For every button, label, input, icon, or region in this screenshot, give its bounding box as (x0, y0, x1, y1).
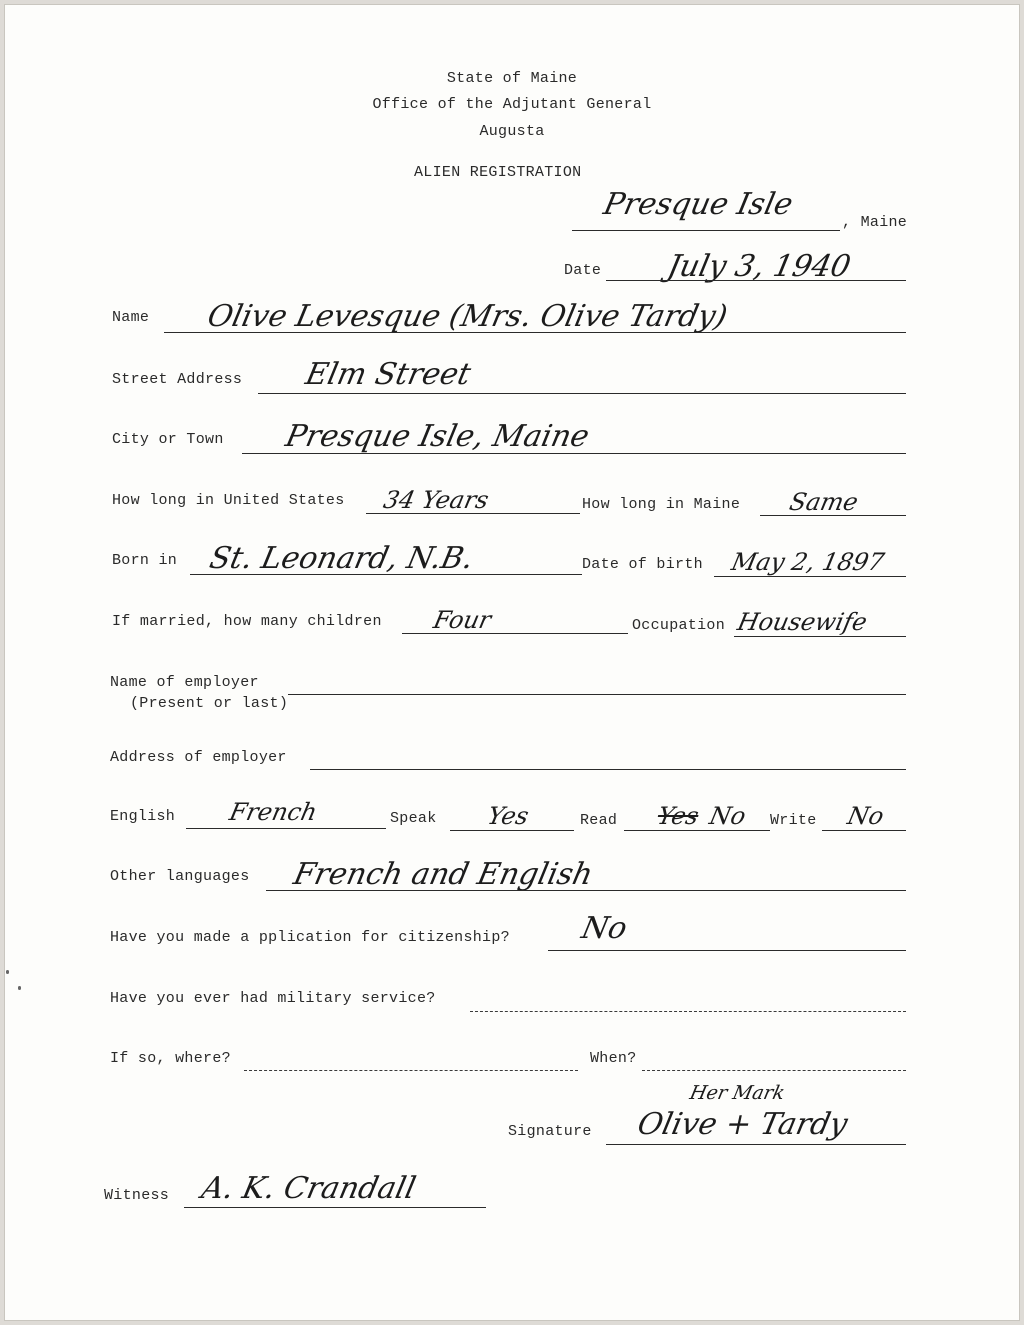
born-value: St. Leonard, N.B. (206, 541, 477, 576)
occupation-value: Housewife (735, 608, 870, 636)
signature-label: Signature (508, 1123, 592, 1140)
born-line (190, 574, 582, 575)
when-label: When? (590, 1050, 637, 1067)
header-state: State of Maine (446, 70, 578, 87)
write-label: Write (770, 812, 817, 829)
name-value: Olive Levesque (Mrs. Olive Tardy) (204, 299, 731, 334)
signature-value: Olive + Tardy (634, 1107, 851, 1142)
english-label: English (110, 808, 176, 825)
employer-address-label: Address of employer (110, 749, 287, 766)
signature-mark-note: Her Mark (687, 1082, 787, 1104)
occupation-line (734, 636, 906, 637)
us-residence-line (366, 513, 580, 514)
witness-value: A. K. Crandall (198, 1171, 419, 1206)
us-residence-label: How long in United States (112, 492, 345, 509)
born-label: Born in (112, 552, 178, 569)
date-line (606, 280, 906, 281)
header-office: Office of the Adjutant General (372, 96, 652, 113)
write-line (822, 830, 906, 831)
children-value: Four (431, 606, 494, 634)
street-label: Street Address (112, 371, 243, 388)
place-line (572, 230, 840, 231)
signature-line (606, 1144, 906, 1145)
place-value: Presque Isle (600, 187, 796, 222)
military-label: Have you ever had military service? (110, 990, 436, 1007)
dob-line (714, 576, 906, 577)
maine-residence-label: How long in Maine (582, 496, 741, 513)
children-line (402, 633, 628, 634)
other-languages-value: French and English (290, 857, 596, 892)
occupation-label: Occupation (632, 617, 726, 634)
citizenship-value: No (578, 911, 631, 946)
dob-value: May 2, 1897 (729, 548, 887, 576)
citizenship-line (548, 950, 906, 951)
speak-value: Yes (485, 802, 532, 830)
form-title: ALIEN REGISTRATION (414, 164, 582, 181)
speak-label: Speak (390, 810, 437, 827)
us-residence-value: 34 Years (381, 486, 492, 514)
name-label: Name (112, 309, 150, 326)
city-line (242, 453, 906, 454)
street-value: Elm Street (302, 357, 474, 392)
other-languages-line (266, 890, 906, 891)
read-label: Read (580, 812, 618, 829)
where-label: If so, where? (110, 1050, 231, 1067)
employer-address-line (310, 769, 906, 770)
date-label: Date (564, 262, 602, 279)
speak-line (450, 830, 574, 831)
employer-name-sublabel: (Present or last) (130, 695, 289, 712)
scan-speck (6, 970, 9, 974)
date-value: July 3, 1940 (664, 249, 854, 284)
place-suffix: , Maine (842, 214, 908, 231)
header-city: Augusta (479, 123, 545, 140)
street-line (258, 393, 906, 394)
employer-name-line (288, 694, 906, 695)
write-value: No (845, 802, 887, 830)
witness-line (184, 1207, 486, 1208)
read-value: No (707, 802, 749, 830)
children-label: If married, how many children (112, 613, 382, 630)
employer-name-label: Name of employer (110, 674, 259, 691)
dob-label: Date of birth (582, 556, 703, 573)
other-languages-label: Other languages (110, 868, 250, 885)
citizenship-label: Have you made a pplication for citizenship? (110, 929, 510, 946)
scan-speck (18, 986, 21, 990)
english-line (186, 828, 386, 829)
when-line (642, 1070, 906, 1071)
registration-form-page (4, 4, 1020, 1321)
name-line (164, 332, 906, 333)
where-line (244, 1070, 578, 1071)
english-value: French (227, 798, 320, 826)
read-struck-value: Yes (655, 802, 702, 830)
military-line (470, 1011, 906, 1012)
maine-residence-line (760, 515, 906, 516)
witness-label: Witness (104, 1187, 170, 1204)
city-label: City or Town (112, 431, 224, 448)
read-line (624, 830, 770, 831)
maine-residence-value: Same (787, 488, 861, 516)
city-value: Presque Isle, Maine (282, 419, 593, 454)
